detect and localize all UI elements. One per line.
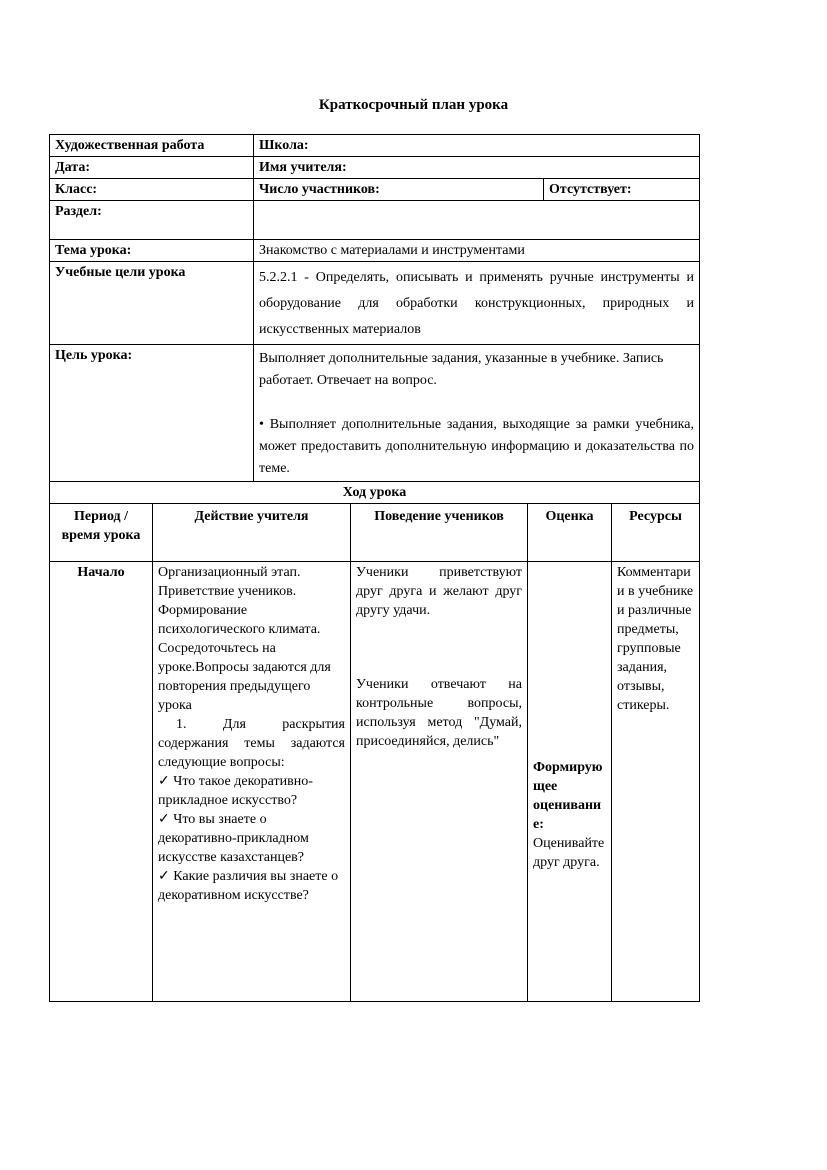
table-row	[50, 345, 700, 482]
aim-paragraph-1: Выполняет дополнительные задания, указанные в учебнике. Запись работает. Отвечает на вопрос.	[259, 351, 664, 388]
teacher-paragraph-2: 1. Для раскрытия содержания темы задаются следующие вопросы:	[158, 717, 345, 770]
section-label-cell: Раздел:	[50, 201, 254, 240]
assessment-cell	[528, 562, 612, 1002]
aim-value-cell	[254, 345, 700, 482]
class-cell: Класс:	[50, 179, 254, 201]
lesson-flow-table	[49, 481, 700, 1002]
table-row	[50, 262, 700, 345]
question-text: Какие различия вы знаете о декоративном искусстве?	[158, 869, 339, 903]
period-cell: Начало	[50, 562, 153, 1002]
students-paragraph-1: Ученики приветствуют друг друга и желают друг другу удачи.	[356, 565, 522, 618]
objectives-value-cell: 5.2.2.1 - Определять, описывать и применять ручные инструменты и оборудование для обработки конструкционных, природных и искусственных материалов	[254, 262, 700, 345]
aim-label-cell: Цель урока:	[50, 345, 254, 482]
question-text: Что такое декоративно-прикладное искусство?	[158, 774, 313, 808]
student-behavior-cell	[351, 562, 528, 1002]
date-cell: Дата:	[50, 157, 254, 179]
table-row	[50, 135, 700, 157]
table-row	[50, 179, 700, 201]
subject-cell: Художественная работа	[50, 135, 254, 157]
objectives-label-cell: Учебные цели урока	[50, 262, 254, 345]
assessment-heading: Формирующее оценивание:	[533, 760, 603, 832]
table-row	[50, 482, 700, 504]
teacher-question-2	[158, 810, 345, 867]
section-value-cell	[254, 201, 700, 240]
absent-cell: Отсутствует:	[544, 179, 700, 201]
check-icon: ✓	[158, 812, 170, 827]
page-title: Краткосрочный план урока	[318, 97, 509, 113]
resources-cell: Комментарии в учебнике и различные предметы, групповые задания, отзывы, стикеры.	[612, 562, 700, 1002]
column-header-period: Период / время урока	[50, 504, 153, 562]
teacher-name-cell: Имя учителя:	[254, 157, 700, 179]
info-table	[49, 134, 700, 482]
lesson-flow-title-cell: Ход урока	[50, 482, 700, 504]
check-icon: ✓	[158, 869, 170, 884]
column-header-assessment: Оценка	[528, 504, 612, 562]
header-row	[50, 504, 700, 562]
topic-label-cell: Тема урока:	[50, 240, 254, 262]
column-header-resources: Ресурсы	[612, 504, 700, 562]
table-row	[50, 240, 700, 262]
teacher-question-1	[158, 772, 345, 810]
table-row	[50, 157, 700, 179]
table-row	[50, 201, 700, 240]
students-paragraph-2: Ученики отвечают на контрольные вопросы, используя метод "Думай, присоединяйся, делись"	[356, 677, 522, 749]
column-header-teacher-action: Действие учителя	[153, 504, 351, 562]
aim-paragraph-2: • Выполняет дополнительные задания, выходящие за рамки учебника, может предоставить дополнительную информацию и доказательства по теме.	[259, 417, 694, 476]
teacher-action-cell	[153, 562, 351, 1002]
assessment-block	[533, 758, 606, 872]
assessment-text: Оценивайте друг друга.	[533, 836, 605, 870]
question-text: Что вы знаете о декоративно-прикладном искусстве казахстанцев?	[158, 812, 309, 865]
lesson-plan-document	[49, 134, 699, 1002]
participants-cell: Число участников:	[254, 179, 544, 201]
teacher-question-3	[158, 867, 345, 905]
column-header-student-behavior: Поведение учеников	[351, 504, 528, 562]
topic-value-cell: Знакомство с материалами и инструментами	[254, 240, 700, 262]
school-cell: Школа:	[254, 135, 700, 157]
lesson-stage-row	[50, 562, 700, 1002]
teacher-paragraph-1: Организационный этап. Приветствие учеников. Формирование психологического климата. Сосредоточьтесь на уроке.Вопросы задаются для повторения предыдущего урока	[158, 565, 331, 713]
check-icon: ✓	[158, 774, 170, 789]
